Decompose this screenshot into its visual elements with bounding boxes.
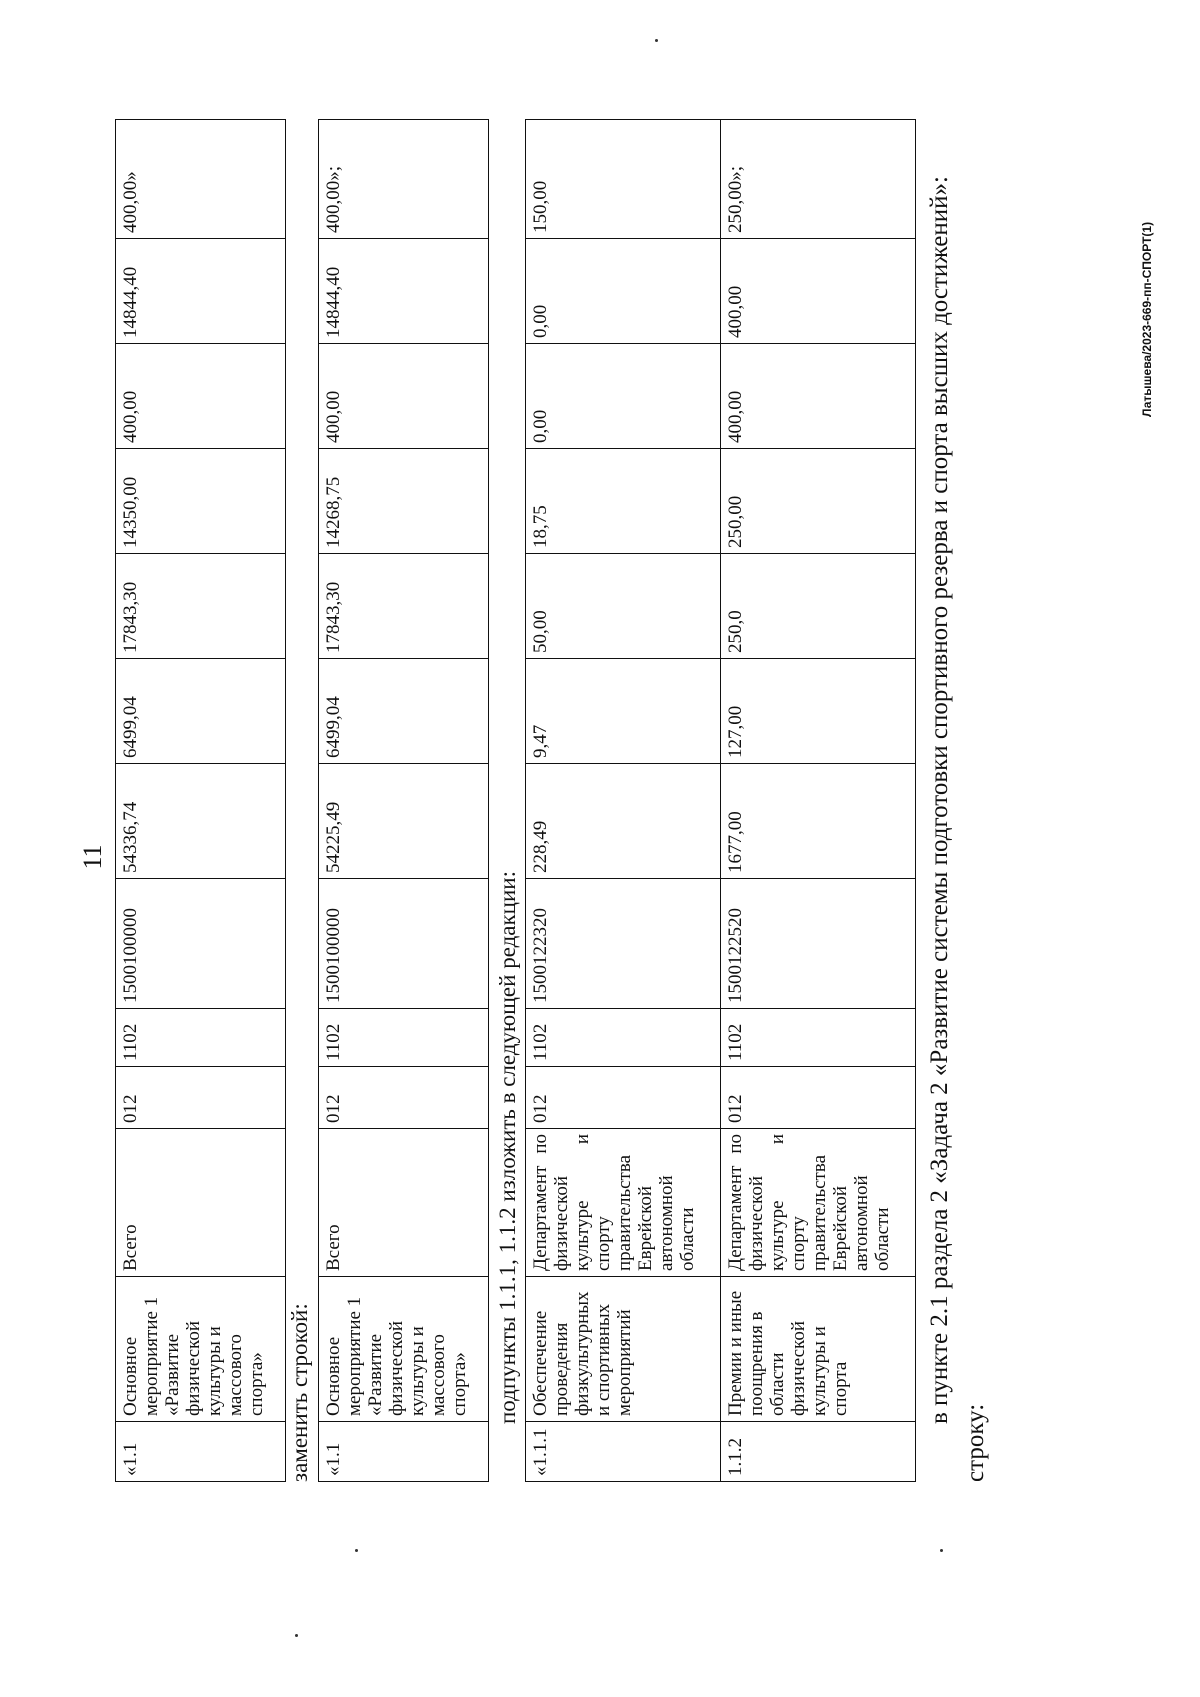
cell-year6: 250,00»; <box>721 120 916 239</box>
cell-year5: 14844,40 <box>116 239 286 344</box>
cell-rzpr: 1102 <box>526 1009 721 1067</box>
cell-year3: 14350,00 <box>116 449 286 554</box>
cell-year5: 0,00 <box>526 239 721 344</box>
cell-csr: 1500122320 <box>526 879 721 1009</box>
replace-caption: заменить строкой: <box>287 1303 312 1482</box>
scan-speck <box>295 1634 298 1637</box>
cell-year3: 14268,75 <box>319 449 489 554</box>
cell-year3: 18,75 <box>526 449 721 554</box>
cell-executor: Всего <box>319 1129 489 1277</box>
subitems-table <box>525 119 916 1482</box>
subitems-caption: подпункты 1.1.1, 1.1.2 изложить в следующей редакции: <box>495 871 520 1424</box>
cell-total: 54336,74 <box>116 764 286 879</box>
cell-total: 1677,00 <box>721 764 916 879</box>
cell-executor: Департамент по физической культуре и спорту правительства Еврейской автономной области <box>721 1129 916 1277</box>
cell-rzpr: 1102 <box>319 1009 489 1067</box>
table-row <box>116 120 286 1482</box>
cell-year5: 400,00 <box>721 239 916 344</box>
cell-executor: Всего <box>116 1129 286 1277</box>
cell-number: «1.1.1 <box>526 1422 721 1482</box>
cell-year2: 17843,30 <box>116 554 286 659</box>
cell-csr: 1500100000 <box>116 879 286 1009</box>
cell-year4: 400,00 <box>319 344 489 449</box>
cell-name: Премии и иные поощрения в области физической культуры и спорта <box>721 1277 916 1422</box>
document-id: Латышева/2023-669-пп-СПОРТ(1) <box>1140 221 1154 417</box>
cell-year5: 14844,40 <box>319 239 489 344</box>
scan-speck <box>655 39 658 42</box>
cell-number: «1.1 <box>319 1422 489 1482</box>
cell-grbs: 012 <box>721 1067 916 1129</box>
cell-csr: 1500122520 <box>721 879 916 1009</box>
cell-rzpr: 1102 <box>721 1009 916 1067</box>
section-caption: в пункте 2.1 раздела 2 «Задача 2 «Развитие системы подготовки спортивного резерва и спорта высших достижений»: <box>926 176 953 1424</box>
cell-number: 1.1.2 <box>721 1422 916 1482</box>
cell-year6: 150,00 <box>526 120 721 239</box>
cell-year1: 6499,04 <box>319 659 489 764</box>
cell-number: «1.1 <box>116 1422 286 1482</box>
cell-year3: 250,00 <box>721 449 916 554</box>
cell-year2: 17843,30 <box>319 554 489 659</box>
cell-grbs: 012 <box>526 1067 721 1129</box>
row-caption: строку: <box>962 1403 989 1482</box>
cell-year4: 0,00 <box>526 344 721 449</box>
cell-total: 228,49 <box>526 764 721 879</box>
original-row-table <box>115 119 286 1482</box>
cell-grbs: 012 <box>319 1067 489 1129</box>
replacement-row-table <box>318 119 489 1482</box>
cell-year2: 50,00 <box>526 554 721 659</box>
cell-year4: 400,00 <box>116 344 286 449</box>
cell-rzpr: 1102 <box>116 1009 286 1067</box>
table-row <box>526 120 721 1482</box>
cell-csr: 1500100000 <box>319 879 489 1009</box>
cell-year6: 400,00» <box>116 120 286 239</box>
cell-total: 54225,49 <box>319 764 489 879</box>
cell-year1: 127,00 <box>721 659 916 764</box>
table-row <box>319 120 489 1482</box>
cell-year1: 6499,04 <box>116 659 286 764</box>
cell-year1: 9,47 <box>526 659 721 764</box>
scan-speck <box>355 1549 358 1552</box>
cell-executor: Департамент по физической культуре и спорту правительства Еврейской автономной области <box>526 1129 721 1277</box>
page-number: 11 <box>78 844 107 870</box>
cell-year6: 400,00»; <box>319 120 489 239</box>
cell-year4: 400,00 <box>721 344 916 449</box>
cell-name: Основное мероприятие 1 «Развитие физической культуры и массового спорта» <box>319 1277 489 1422</box>
cell-name: Основное мероприятие 1 «Развитие физической культуры и массового спорта» <box>116 1277 286 1422</box>
table-row <box>721 120 916 1482</box>
scan-speck <box>940 1549 943 1552</box>
cell-name: Обеспечение проведения физкультурных и спортивных мероприятий <box>526 1277 721 1422</box>
cell-grbs: 012 <box>116 1067 286 1129</box>
cell-year2: 250,0 <box>721 554 916 659</box>
